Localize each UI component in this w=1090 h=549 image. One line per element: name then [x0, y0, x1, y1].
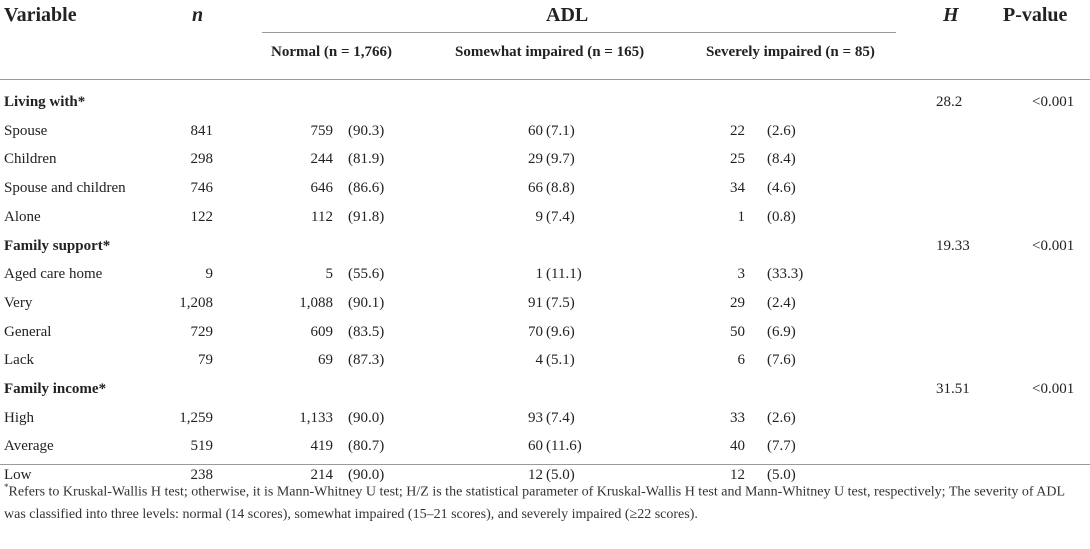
- severely-percent: (4.6): [767, 180, 796, 197]
- table-row: [0, 289, 1090, 317]
- somewhat-count: 4: [535, 352, 543, 369]
- subheader-somewhat: Somewhat impaired (n = 165): [455, 44, 645, 60]
- somewhat-percent: (7.1): [546, 122, 575, 139]
- somewhat-count: 91: [528, 294, 543, 311]
- p-value: <0.001: [1032, 237, 1075, 254]
- row-label: Living with*: [4, 94, 86, 110]
- somewhat-count: 66: [528, 180, 543, 197]
- footnote-mark: *: [4, 482, 9, 492]
- normal-count: 1,088: [299, 294, 333, 311]
- table-row: [0, 346, 1090, 374]
- n-value: 122: [190, 208, 213, 225]
- somewhat-percent: (7.5): [546, 294, 575, 311]
- somewhat-count: 70: [528, 323, 543, 340]
- group-header-row: [0, 375, 1090, 403]
- row-label: General: [4, 323, 52, 340]
- severely-percent: (2.6): [767, 409, 796, 426]
- somewhat-percent: (11.1): [546, 266, 582, 283]
- severely-percent: (2.6): [767, 122, 796, 139]
- normal-percent: (90.3): [348, 122, 385, 139]
- normal-percent: (90.0): [348, 409, 385, 426]
- somewhat-count: 60: [528, 122, 543, 139]
- normal-percent: (86.6): [348, 180, 385, 197]
- row-label: Average: [4, 438, 54, 455]
- normal-count: 646: [310, 180, 333, 197]
- severely-count: 29: [730, 294, 745, 311]
- somewhat-count: 93: [528, 409, 543, 426]
- normal-percent: (83.5): [348, 323, 385, 340]
- severely-percent: (7.6): [767, 352, 796, 369]
- table-row: [0, 432, 1090, 460]
- normal-count: 609: [310, 323, 333, 340]
- p-value: <0.001: [1032, 381, 1075, 397]
- n-value: 729: [190, 323, 213, 340]
- n-value: 1,259: [179, 409, 213, 426]
- n-value: 9: [205, 266, 213, 283]
- severely-count: 22: [730, 122, 745, 139]
- normal-count: 1,133: [299, 409, 333, 426]
- header-pvalue: P-value: [1003, 4, 1068, 26]
- bottom-rule: [0, 464, 1090, 465]
- row-label: Aged care home: [4, 266, 103, 283]
- severely-percent: (8.4): [767, 151, 796, 168]
- normal-count: 214: [310, 467, 333, 484]
- p-value: <0.001: [1032, 94, 1075, 110]
- row-label: Family income*: [4, 381, 107, 397]
- somewhat-percent: (11.6): [546, 438, 582, 455]
- row-label: Very: [4, 294, 33, 311]
- normal-percent: (90.0): [348, 467, 385, 484]
- group-header-row: [0, 232, 1090, 260]
- normal-count: 419: [310, 438, 333, 455]
- row-label: High: [4, 409, 34, 426]
- table-row: [0, 404, 1090, 432]
- severely-percent: (6.9): [767, 323, 796, 340]
- group-header-row: [0, 88, 1090, 116]
- somewhat-percent: (9.7): [546, 151, 575, 168]
- severely-percent: (5.0): [767, 467, 796, 484]
- header-adl: ADL: [546, 4, 589, 26]
- somewhat-count: 9: [535, 208, 543, 225]
- table-row: [0, 203, 1090, 231]
- n-value: 79: [198, 352, 213, 369]
- severely-count: 1: [737, 208, 745, 225]
- h-value: 19.33: [936, 237, 970, 254]
- somewhat-percent: (9.6): [546, 323, 575, 340]
- row-label: Children: [4, 151, 57, 168]
- adl-underline: [262, 32, 896, 33]
- somewhat-percent: (5.0): [546, 467, 575, 484]
- somewhat-percent: (7.4): [546, 409, 575, 426]
- normal-percent: (90.1): [348, 294, 385, 311]
- normal-count: 5: [325, 266, 333, 283]
- severely-percent: (33.3): [767, 266, 804, 283]
- somewhat-percent: (7.4): [546, 208, 575, 225]
- severely-count: 25: [730, 151, 745, 168]
- normal-count: 759: [310, 122, 333, 139]
- somewhat-count: 29: [528, 151, 543, 168]
- somewhat-percent: (5.1): [546, 352, 575, 369]
- header-rule: [0, 79, 1090, 80]
- subheader-severely: Severely impaired (n = 85): [706, 44, 875, 60]
- n-value: 746: [190, 180, 213, 197]
- header-variable: Variable: [4, 4, 77, 26]
- h-value: 31.51: [936, 381, 970, 397]
- row-label: Spouse: [4, 122, 48, 139]
- normal-percent: (87.3): [348, 352, 385, 369]
- row-label: Spouse and children: [4, 180, 126, 197]
- h-value: 28.2: [936, 94, 963, 110]
- row-label: Low: [4, 467, 32, 484]
- severely-percent: (0.8): [767, 208, 796, 225]
- severely-count: 33: [730, 409, 745, 426]
- table-row: [0, 318, 1090, 346]
- row-label: Lack: [4, 352, 34, 369]
- somewhat-count: 12: [528, 467, 543, 484]
- normal-count: 244: [310, 151, 333, 168]
- row-label: Alone: [4, 208, 41, 225]
- header-h: H: [943, 4, 959, 26]
- n-value: 1,208: [179, 294, 213, 311]
- normal-percent: (91.8): [348, 208, 385, 225]
- normal-count: 69: [318, 352, 333, 369]
- header-n: n: [192, 4, 204, 26]
- normal-count: 112: [311, 208, 333, 225]
- severely-count: 50: [730, 323, 745, 340]
- n-value: 841: [190, 122, 213, 139]
- severely-percent: (7.7): [767, 438, 796, 455]
- normal-percent: (55.6): [348, 266, 385, 283]
- footnote-text: Refers to Kruskal-Wallis H test; otherwise, it is Mann-Whitney U test; H/Z is the statistical parameter of Kruskal-Wallis H test and Mann-Whitney U test, respectively; The severity of ADL was classified into three levels: normal (14 scores), somewhat impaired (15–21 scores), and severely impaired (≥22 scores).: [4, 484, 1065, 522]
- somewhat-count: 60: [528, 438, 543, 455]
- severely-count: 6: [737, 352, 745, 369]
- table-row: [0, 145, 1090, 173]
- table-row: [0, 174, 1090, 202]
- severely-count: 12: [730, 467, 745, 484]
- somewhat-count: 1: [535, 266, 543, 283]
- n-value: 238: [190, 467, 213, 484]
- n-value: 519: [190, 438, 213, 455]
- severely-count: 34: [730, 180, 745, 197]
- normal-percent: (80.7): [348, 438, 385, 455]
- table-row: [0, 117, 1090, 145]
- normal-percent: (81.9): [348, 151, 385, 168]
- subheader-normal: Normal (n = 1,766): [271, 44, 393, 60]
- footnote: [4, 476, 1086, 526]
- severely-count: 40: [730, 438, 745, 455]
- table-row: [0, 260, 1090, 288]
- row-label: Family support*: [4, 237, 111, 254]
- severely-percent: (2.4): [767, 294, 796, 311]
- n-value: 298: [190, 151, 213, 168]
- somewhat-percent: (8.8): [546, 180, 575, 197]
- severely-count: 3: [737, 266, 745, 283]
